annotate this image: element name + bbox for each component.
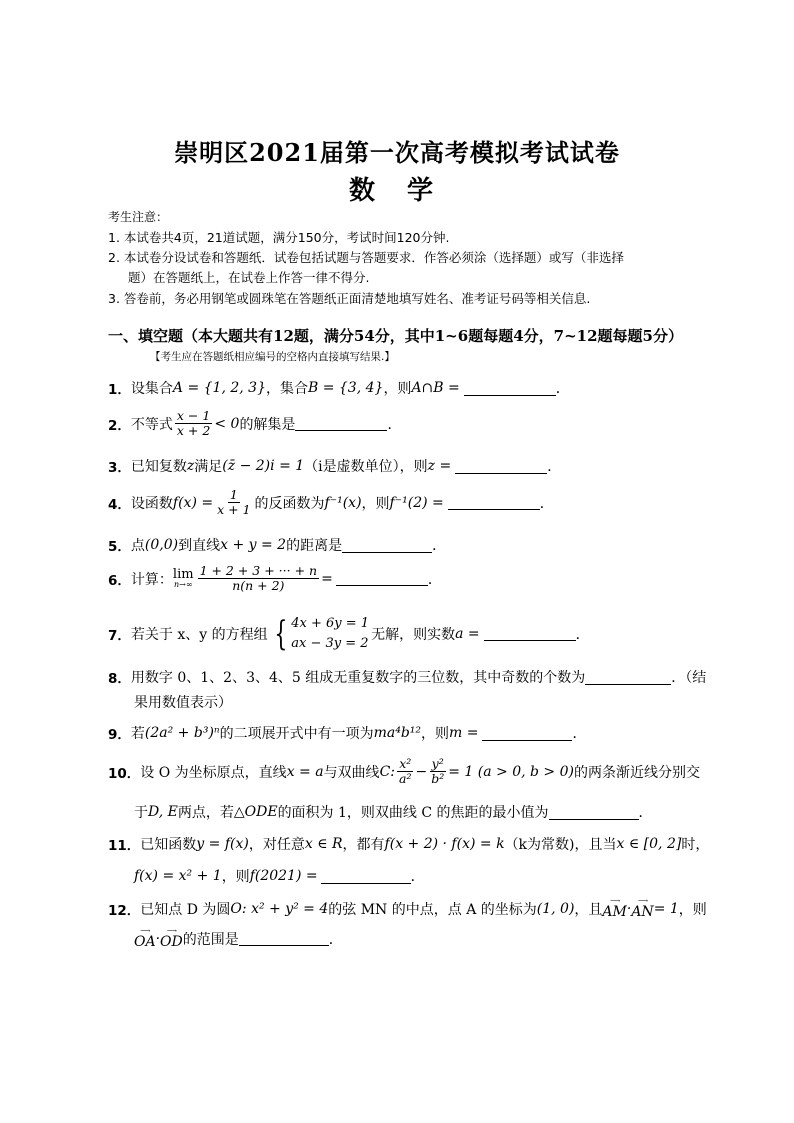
notice-item-3: 3. 答卷前，务必用钢笔或圆珠笔在答题纸正面清楚地填写姓名、准考证号码等相关信息. [108,291,591,306]
answer-blank[interactable] [295,416,387,431]
question-12: 12． 已知点 D 为圆 O: x² + y² = 4 的弦 MN 的中点，点 A 的坐标为 (1, 0) ，且 ⟶ AM · ⟶ AN = 1 ，则 [108,897,707,920]
equation-system: { 4x + 6y = 1 ax − 3y = 2 [273,613,370,654]
question-number: 12． [108,902,141,919]
fraction: $\frac{\text{y²}}{\text{b²}}$ [431,756,445,787]
fraction: $\frac{\text{x²}}{\text{a²}}$ [399,756,412,787]
vector-arrow-icon: ⟶ [140,927,150,935]
question-number: 11． [108,838,141,854]
question-10: 10． 设 O 为坐标原点，直线 x = a 与双曲线 C: $\frac{\text{x²}}{\text{a²}}$ − $\frac{\text{y²}}{\text{b²}}$ = 1 (a > 0, b > 0) 的两条渐近线分别交 [108,756,700,787]
question-number: 10． [108,765,141,782]
notice-item-2: 2. 本试卷分设试卷和答题纸．试卷包括试题与答题要求．作答必须涂（选择题）或写（非选择 [108,250,624,265]
fraction: $\frac{1}{x + 1}$ [217,487,251,518]
answer-blank[interactable] [482,726,572,741]
answer-blank[interactable] [239,931,329,946]
answer-blank[interactable] [342,538,432,553]
answer-blank[interactable] [455,459,547,474]
question-11: 11． 已知函数 y = f(x) ，对任意 x ∈ R ，都有 f(x + 2) · f(x) = k （k为常数)，且当 x ∈ [0, 2] 时， [108,836,710,854]
question-number: 1． [108,382,131,398]
question-number: 2． [108,417,131,434]
vector: ⟶ OD [160,927,183,950]
answer-blank[interactable] [336,571,428,586]
notice-item-1: 1. 本试卷共4页，21道试题，满分150分，考试时间120分钟. [108,230,450,245]
question-7: 7． 若关于 x、y 的方程组 { 4x + 6y = 1 ax − 3y = 2 无解，则实数 a = ． [108,613,590,654]
question-number: 8． [108,671,131,687]
question-10-cont: 于 D, E 两点，若 △ODE 的面积为 1，则双曲线 C 的焦距的最小值为 ． [134,804,653,821]
section-title: 一、填空题（本大题共有12题，满分54分，其中1~6题每题4分，7~12题每题5分） [108,327,683,345]
question-6: 6． 计算： lim n→∞ $\frac{1 + 2 + 3 + \cdot\cdot\cdot + n}{n(n + 2)}$ = ． [108,563,442,594]
exam-subject: 数学 [348,176,465,206]
answer-blank[interactable] [448,495,540,510]
question-1: 1． 设集合 A = {1, 2, 3} ，集合 B = {3, 4} ，则 A∩B = ． [108,380,570,398]
question-number: 6． [108,572,131,589]
notice-label: 考生注意： [108,210,169,224]
question-number: 4． [108,496,131,513]
question-4: 4． 设函数 f(x) = $\frac{1}{x + 1}$ 的反函数为 f⁻¹(x) ，则 f⁻¹(2) = ． [108,487,554,518]
section-instruction: 【考生应在答题纸相应编号的空格内直接填写结果.】 [150,351,395,363]
question-number: 7． [108,627,131,644]
question-number: 9． [108,727,131,743]
question-2: 2． 不等式 $\frac{x - 1}{x + 2}$ < 0 的解集是 ． [108,408,402,439]
vector: ⟶ AN [631,897,654,920]
question-5: 5． 点 (0,0) 到直线 x + y = 2 的距离是 ． [108,537,447,555]
limit-operator: lim n→∞ [172,567,194,590]
answer-blank[interactable] [585,670,671,685]
vector: ⟶ OA [134,927,156,950]
question-11-cont: f(x) = x² + 1 ，则 f(2021) = ． [134,868,425,885]
question-8: 8． 用数字 0、1、2、3、4、5 组成无重复数字的三位数，其中奇数的个数为 ．（结 [108,667,706,687]
fraction: $\frac{1 + 2 + 3 + \cdot\cdot\cdot + n}{n(n + 2)}$ [199,563,318,594]
notice-item-2-cont: 题）在答题纸上，在试卷上作答一律不得分. [128,270,370,285]
answer-blank[interactable] [484,626,576,641]
answer-blank[interactable] [321,869,411,884]
question-8-cont: 果用数值表示） [134,695,232,711]
answer-blank[interactable] [464,381,556,396]
vector-arrow-icon: ⟶ [610,897,620,905]
vector: ⟶ AM [602,897,627,920]
answer-blank[interactable] [549,805,639,820]
vector-arrow-icon: ⟶ [637,897,648,905]
exam-title: 崇明区2021届第一次高考模拟考试试卷 [174,138,620,167]
question-9: 9． 若 (2a² + b³)ⁿ 的二项展开式中有一项为 ma⁴b¹² ，则 m = ． [108,725,587,743]
brace-icon: { [273,613,287,654]
question-number: 5． [108,539,131,555]
question-number: 3． [108,460,131,476]
question-3: 3． 已知复数 z 满足 (z̄ − 2)i = 1 （i是虚数单位），则 z = ． [108,458,562,476]
fraction: $\frac{x - 1}{x + 2}$ [176,408,211,439]
question-12-cont: ⟶ OA · ⟶ OD 的范围是 ． [134,927,343,950]
vector-arrow-icon: ⟶ [166,927,176,935]
